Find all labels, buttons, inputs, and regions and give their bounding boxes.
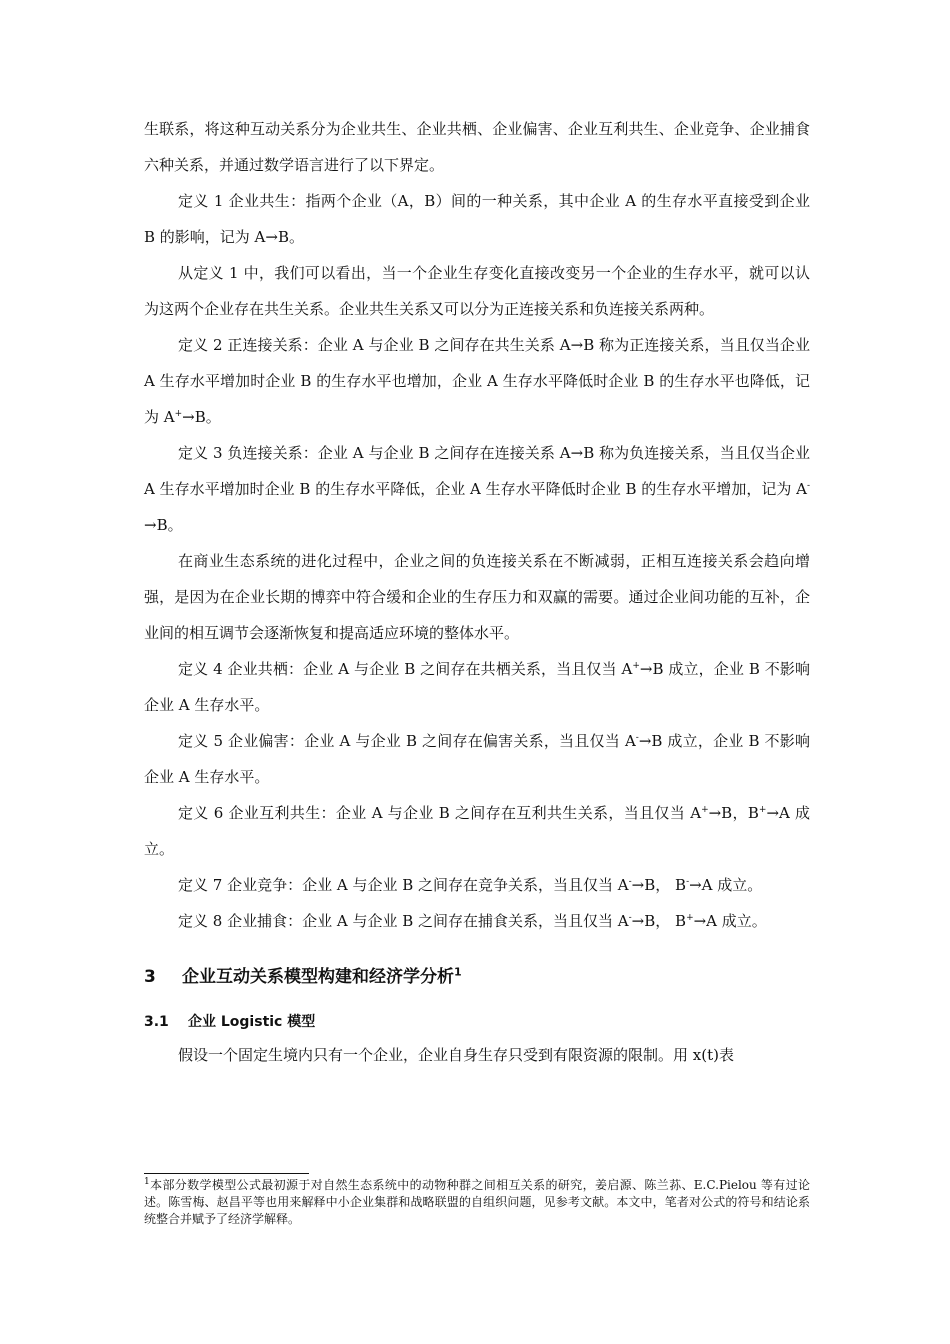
definition-7 (144, 867, 810, 903)
footnote (144, 1177, 810, 1228)
definition-7-end: →A 成立。 (689, 876, 763, 894)
definition-2 (144, 327, 810, 435)
definition-2-text: 定义 2 正连接关系：企业 A 与企业 B 之间存在共生关系 A→B 称为正连接关系，当且仅当企业 A 生存水平增加时企业 B 的生存水平也增加，企业 A 生存水平降低时企业 B 的生存水平也降低，记为 A (144, 336, 810, 426)
definition-3-text: 定义 3 负连接关系：企业 A 与企业 B 之间存在连接关系 A→B 称为负连接关系，当且仅当企业 A 生存水平增加时企业 B 的生存水平降低，企业 A 生存水平降低时企业 B 的生存水平增加，记为 A (144, 444, 810, 498)
definition-4-end: →B 成立，企业 B 不影响企业 A 生存水平。 (144, 660, 810, 714)
section-number: 3 (144, 967, 156, 987)
superscript: - (806, 481, 810, 491)
superscript: - (686, 877, 690, 887)
footnote-marker: 1 (144, 1177, 150, 1187)
definition-8 (144, 907, 810, 935)
paragraph-definition-1-note: 从定义 1 中，我们可以看出，当一个企业生存变化直接改变另一个企业的生存水平，就可以认为这两个企业存在共生关系。企业共生关系又可以分为正连接关系和负连接关系两种。 (144, 264, 810, 318)
paragraph-intro: 生联系，将这种互动关系分为企业共生、企业共栖、企业偏害、企业互利共生、企业竞争、企业捕食六种关系，并通过数学语言进行了以下界定。 (144, 120, 810, 174)
footnote-reference: 1 (454, 965, 462, 979)
paragraph-evolution: 在商业生态系统的进化过程中，企业之间的负连接关系在不断减弱，正相互连接关系会趋向增强，是因为在企业长期的博弈中符合缓和企业的生存压力和双赢的需要。通过企业间功能的互补，企业间的相互调节会逐渐恢复和提高适应环境的整体水平。 (144, 552, 810, 642)
definition-6-end: →A 成立。 (144, 804, 810, 858)
subsection-title: 企业 Logistic 模型 (188, 1014, 316, 1030)
footnote-text: 本部分数学模型公式最初源于对自然生态系统中的动物种群之间相互关系的研究，姜启源、陈兰荪、E.C.Pielou 等有过论述。陈雪梅、赵昌平等也用来解释中小企业集群和战略联盟的自组织问题，见参考文献。本文中，笔者对公式的符号和结论系统整合并赋予了经济学解释。 (144, 1178, 810, 1226)
definition-1: 定义 1 企业共生：指两个企业（A，B）间的一种关系，其中企业 A 的生存水平直接受到企业 B 的影响，记为 A→B。 (144, 192, 810, 246)
definition-7-mid: →B， B (631, 876, 687, 894)
superscript: + (686, 913, 694, 923)
definition-2-end: →B。 (182, 408, 221, 426)
definition-3 (144, 435, 810, 543)
subsection-number: 3.1 (144, 1014, 169, 1030)
definition-4 (144, 651, 810, 723)
section-3-1-heading (144, 1007, 810, 1037)
definition-3-end: →B。 (144, 516, 183, 534)
superscript: + (758, 805, 767, 815)
section-title: 企业互动关系模型构建和经济学分析 (182, 967, 454, 987)
definition-7-text: 定义 7 企业竞争：企业 A 与企业 B 之间存在竞争关系，当且仅当 A (178, 876, 629, 894)
definition-8-mid: →B， B (631, 912, 687, 930)
body-text (144, 111, 810, 1073)
definition-5-end: →B 成立，企业 B 不影响企业 A 生存水平。 (144, 732, 810, 786)
definition-6-text: 定义 6 企业互利共生：企业 A 与企业 B 之间存在互利共生关系，当且仅当 A (178, 804, 702, 822)
superscript: + (174, 409, 183, 419)
paragraph-assumption: 假设一个固定生境内只有一个企业，企业自身生存只受到有限资源的限制。用 x(t)表 (178, 1046, 734, 1064)
definition-6 (144, 795, 810, 867)
superscript: + (632, 661, 640, 671)
definition-6-mid: →B，B (708, 804, 759, 822)
superscript: + (701, 805, 709, 815)
definition-5-text: 定义 5 企业偏害：企业 A 与企业 B 之间存在偏害关系，当且仅当 A (178, 732, 636, 750)
footnote-separator (144, 1173, 309, 1174)
definition-8-end: →A 成立。 (693, 912, 767, 930)
section-3-heading (144, 961, 810, 993)
definition-5 (144, 723, 810, 795)
superscript: - (635, 733, 639, 743)
superscript: - (628, 913, 632, 923)
definition-8-text: 定义 8 企业捕食：企业 A 与企业 B 之间存在捕食关系，当且仅当 A (178, 912, 629, 930)
superscript: - (628, 877, 632, 887)
definition-4-text: 定义 4 企业共栖：企业 A 与企业 B 之间存在共栖关系，当且仅当 A (178, 660, 633, 678)
